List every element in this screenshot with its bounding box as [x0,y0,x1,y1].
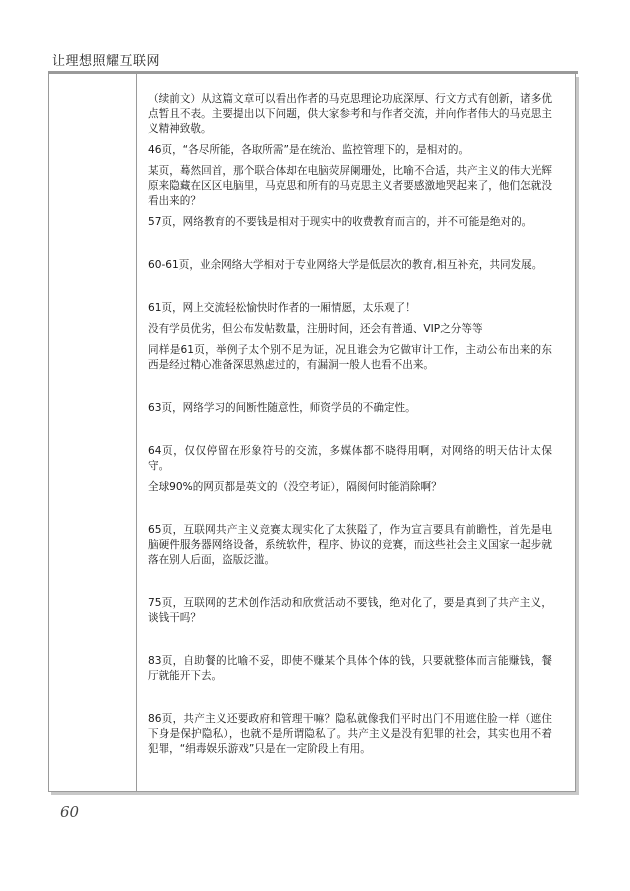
note-paragraph-some-page: 某页，蓦然回首，那个联合体却在电脑荧屏阑珊处，比喻不合适，共产主义的伟大光辉原来隐藏在区区电脑里，马克思和所有的马克思主义者要感激地哭起来了，他们怎就没看出来的？ [148,165,552,207]
note-paragraph-p64-english: 全球90%的网页都是英文的（没空考证），隔阂何时能消除啊？ [148,481,442,493]
running-header-title: 让理想照耀互联网 [52,54,161,69]
note-content [148,92,552,763]
note-paragraph-p75: 75页，互联网的艺术创作活动和欣赏活动不要钱，绝对化了，要是真到了共产主义，谈钱干吗？ [148,597,552,624]
note-paragraph-p61-example: 同样是61页，举例子太个别不足为证，况且谁会为它做审计工作，主动公布出来的东西是经过精心准备深思熟虑过的，有漏洞一般人也看不出来。 [148,344,552,371]
note-paragraph-p63: 63页，网络学习的间断性随意性，师资学员的不确定性。 [148,402,416,414]
note-paragraph-p83: 83页，自助餐的比喻不妥，即使不赚某个具体个体的钱，只要就整体而言能赚钱，餐厅就能开下去。 [148,655,552,682]
note-paragraph-p60-61: 60-61页，业余网络大学相对于专业网络大学是低层次的教育,相互补充，共同发展。 [148,259,543,271]
page-number: 60 [60,803,80,821]
note-paragraph-p64: 64页，仅仅停留在形象符号的交流，多媒体都不晓得用啊，对网络的明天估计太保守。 [148,445,552,472]
note-paragraph-intro: （续前文）从这篇文章可以看出作者的马克思理论功底深厚、行文方式有创新，诸多优点暂且不表。主要提出以下问题，供大家参考和与作者交流，并向作者伟大的马克思主义精神致敬。 [148,93,552,135]
note-paragraph-p61: 61页，网上交流轻松愉快时作者的一厢情愿，太乐观了！ [148,302,416,314]
note-paragraph-p61-members: 没有学员优劣，但公布发帖数量，注册时间，还会有普通、VIP之分等等 [148,323,483,335]
frame-column-divider [136,74,137,792]
note-paragraph-p57: 57页，网络教育的不要钱是相对于现实中的收费教育而言的，并不可能是绝对的。 [148,216,533,228]
note-paragraph-p46: 46页，“各尽所能，各取所需”是在统治、监控管理下的，是相对的。 [148,144,470,156]
note-paragraph-p65: 65页，互联网共产主义竞赛太现实化了太狭隘了，作为宣言要具有前瞻性，首先是电脑硬件服务器网络设备，系统软件，程序、协议的竞赛，而这些社会主义国家一起步就落在别人后面，盗版泛滥。 [148,524,552,566]
note-paragraph-p86: 86页，共产主义还要政府和管理干嘛？隐私就像我们平时出门不用遮住脸一样（遮住下身是保护隐私），也就不是所谓隐私了。共产主义是没有犯罪的社会，其实也用不着犯罪，“绢毒娱乐游戏”只是在一定阶段上有用。 [148,713,552,755]
